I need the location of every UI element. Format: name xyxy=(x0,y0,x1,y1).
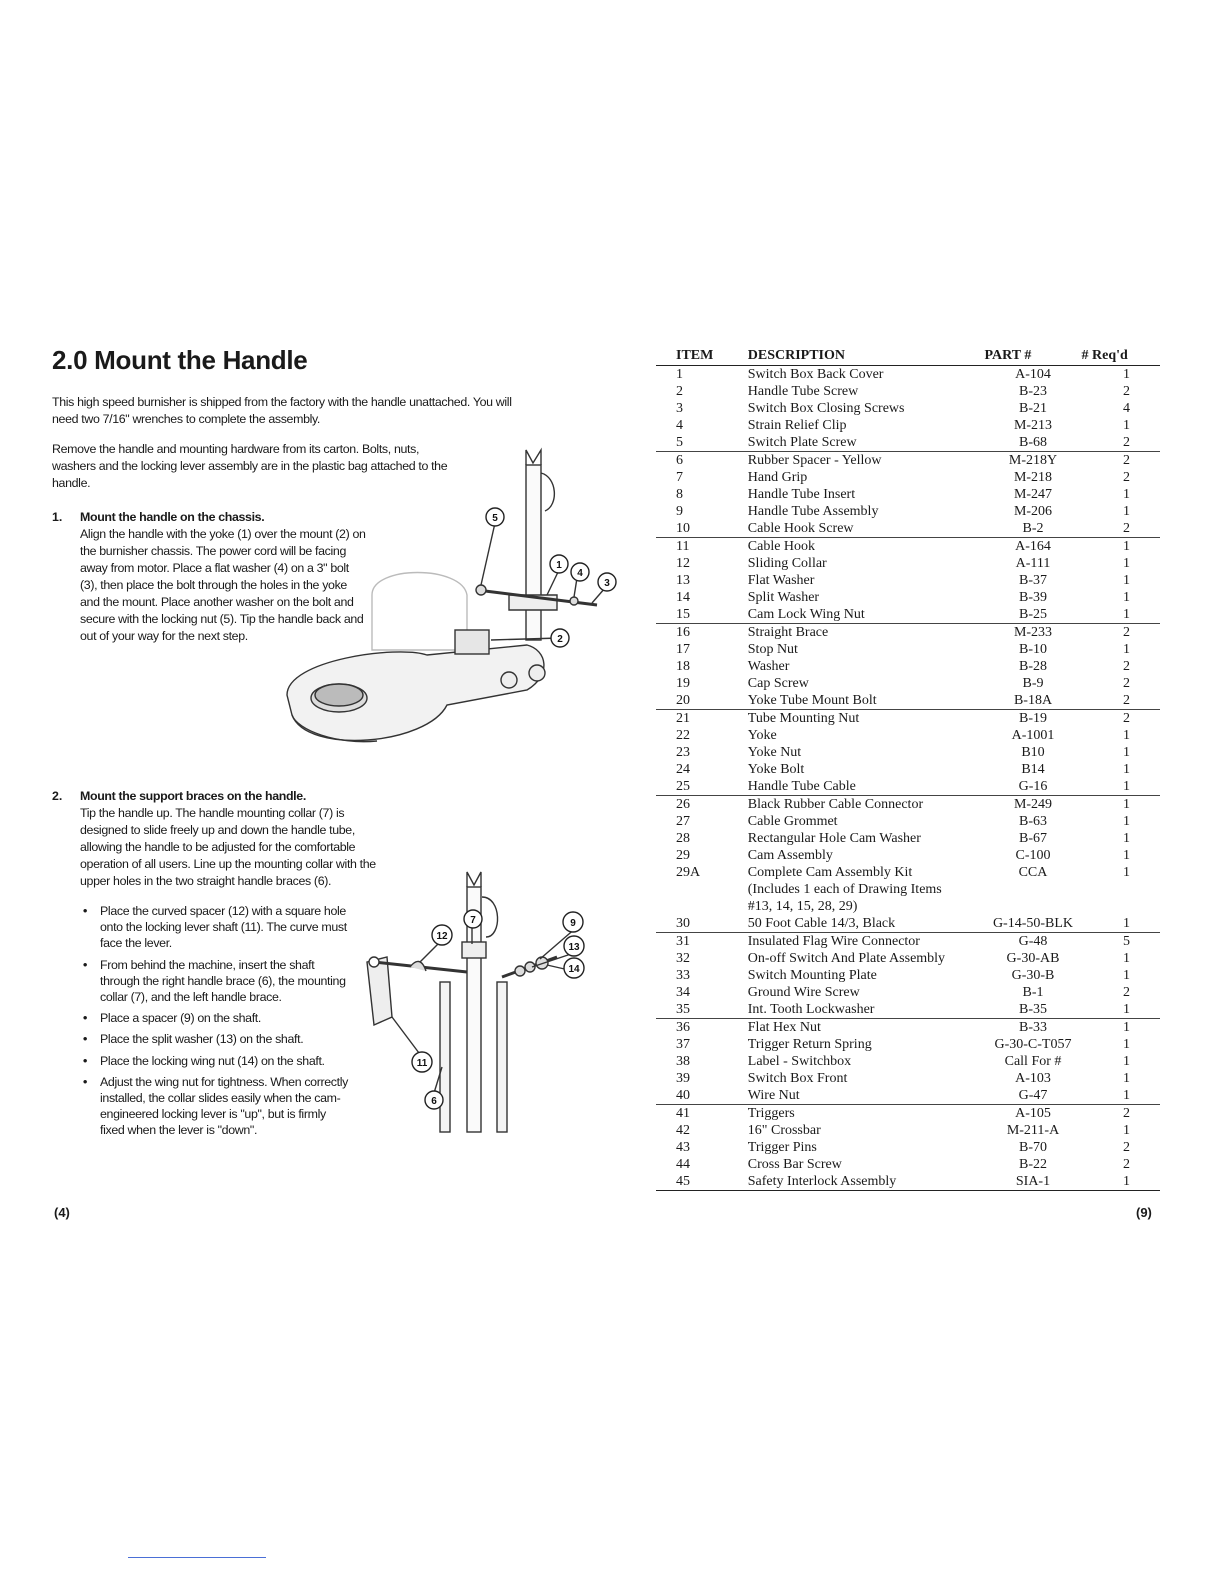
cell-item: 12 xyxy=(676,556,690,571)
cell-item: 32 xyxy=(676,951,690,966)
cell-item: 26 xyxy=(656,796,748,814)
cell-required: 2 xyxy=(1123,693,1130,708)
cell-item: 3 xyxy=(676,401,683,416)
cell-required: 2 xyxy=(1123,1140,1130,1155)
cell-item: 22 xyxy=(676,728,690,743)
cell-required: 1 xyxy=(1123,968,1130,983)
table-row xyxy=(656,727,1160,744)
cell-part-number: G-30-B xyxy=(1011,968,1055,983)
table-row xyxy=(656,1019,1160,1037)
table-row xyxy=(656,400,1160,417)
cell-part-number: G-30-C-T057 xyxy=(994,1037,1072,1052)
cell-part-number: M-249 xyxy=(985,796,1082,814)
cell-required: 2 xyxy=(1082,624,1161,642)
table-row xyxy=(656,1122,1160,1139)
cell-part-number: A-111 xyxy=(1015,556,1051,571)
cell-item: 40 xyxy=(676,1088,690,1103)
cell-required: 2 xyxy=(1082,452,1161,470)
cell-item: 14 xyxy=(676,590,690,605)
cell-required: 1 xyxy=(1123,1088,1130,1103)
cell-part-number: C-100 xyxy=(1015,848,1051,863)
table-row xyxy=(656,606,1160,624)
cell-description: Handle Tube Screw xyxy=(747,384,859,399)
table-row xyxy=(656,520,1160,538)
callout-13: 13 xyxy=(568,942,580,953)
cell-item: 10 xyxy=(676,521,690,536)
right-page-number: (9) xyxy=(1136,1205,1152,1220)
cell-part-number: B-63 xyxy=(1019,814,1047,829)
header-part-number: PART # xyxy=(985,348,1082,366)
cell-item: 25 xyxy=(676,779,690,794)
cell-description: Cam Lock Wing Nut xyxy=(747,607,865,622)
cell-required: 2 xyxy=(1123,435,1130,450)
cell-part-number: B-1 xyxy=(1022,985,1044,1000)
cell-description: Washer xyxy=(747,659,790,674)
table-row xyxy=(656,933,1160,951)
step-2-bullet-list xyxy=(80,903,352,1144)
cell-required: 1 xyxy=(1082,1019,1161,1037)
cell-item: 38 xyxy=(676,1054,690,1069)
table-row xyxy=(656,950,1160,967)
cell-item: 37 xyxy=(676,1037,690,1052)
cell-required: 1 xyxy=(1123,1037,1130,1052)
table-row xyxy=(656,813,1160,830)
cell-description: Int. Tooth Lockwasher xyxy=(747,1002,875,1017)
cell-required: 2 xyxy=(1123,470,1130,485)
table-row xyxy=(656,710,1160,728)
page-title: 2.0 Mount the Handle xyxy=(52,345,308,375)
cell-item: 7 xyxy=(676,470,683,485)
cell-item: 33 xyxy=(676,968,690,983)
table-row xyxy=(656,434,1160,452)
parts-list-table xyxy=(656,348,1160,1191)
table-row xyxy=(656,555,1160,572)
table-row xyxy=(656,761,1160,778)
cell-description: Wire Nut xyxy=(747,1088,800,1103)
support-braces-diagram xyxy=(352,867,580,1137)
cell-part-number: M-218 xyxy=(1013,470,1053,485)
cell-required: 5 xyxy=(1082,933,1161,951)
table-row xyxy=(656,452,1160,470)
callout-2: 2 xyxy=(557,634,563,645)
cell-part-number: B-18A xyxy=(1013,693,1053,708)
callout-14: 14 xyxy=(568,964,580,975)
table-row xyxy=(656,641,1160,658)
cell-item: 43 xyxy=(676,1140,690,1155)
cell-item: 45 xyxy=(656,1173,748,1191)
callout-12: 12 xyxy=(436,931,448,942)
table-row xyxy=(656,1070,1160,1087)
cell-required: 1 xyxy=(1123,504,1130,519)
cell-description: Black Rubber Cable Connector xyxy=(748,796,985,814)
cell-part-number: A-1001 xyxy=(1011,728,1055,743)
cell-item: 42 xyxy=(676,1123,690,1138)
handle-chassis-diagram xyxy=(277,445,610,780)
cell-description: Straight Brace xyxy=(748,624,985,642)
cell-part-number: B-23 xyxy=(1019,384,1047,399)
cell-description: Hand Grip xyxy=(747,470,808,485)
right-page xyxy=(656,348,1160,1220)
cell-part-number: M-233 xyxy=(985,624,1082,642)
bullet-item: • Adjust the wing nut for tightness. When correctly installed, the collar slides easily when the cam-engineered locking lever is "up", but is firmly fixed when the lever is "down". xyxy=(80,1074,352,1139)
cell-description: Complete Cam Assembly Kit (Includes 1 each of Drawing Items #13, 14, 15, 28, 29) xyxy=(747,865,942,914)
cell-required: 1 xyxy=(1082,1173,1161,1191)
cell-description: Flat Washer xyxy=(747,573,815,588)
cell-item: 6 xyxy=(656,452,748,470)
cell-required: 2 xyxy=(1123,521,1130,536)
cell-part-number: G-48 xyxy=(985,933,1082,951)
table-row xyxy=(656,915,1160,933)
cell-part-number: G-16 xyxy=(1018,779,1048,794)
cell-part-number: A-104 xyxy=(1015,367,1051,382)
callout-3: 3 xyxy=(604,578,610,589)
table-row xyxy=(656,469,1160,486)
cell-item: 27 xyxy=(676,814,690,829)
cell-part-number: G-14-50-BLK xyxy=(992,916,1074,931)
cell-part-number: B-70 xyxy=(1019,1140,1047,1155)
cell-required: 1 xyxy=(1123,1054,1130,1069)
table-row xyxy=(656,366,1160,384)
cell-part-number: B-21 xyxy=(1019,401,1047,416)
cell-required: 1 xyxy=(1123,779,1130,794)
cell-part-number: A-164 xyxy=(985,538,1082,556)
cell-description: Switch Plate Screw xyxy=(747,435,857,450)
cell-item: 34 xyxy=(676,985,690,1000)
cell-description: Cable Hook xyxy=(748,538,985,556)
cell-required: 1 xyxy=(1123,642,1130,657)
cell-description: Label - Switchbox xyxy=(747,1054,852,1069)
cell-required: 1 xyxy=(1123,814,1130,829)
cell-required: 2 xyxy=(1123,985,1130,1000)
cell-item: 31 xyxy=(656,933,748,951)
cell-item: 15 xyxy=(676,607,690,622)
cell-item: 28 xyxy=(676,831,690,846)
cell-part-number: B-19 xyxy=(985,710,1082,728)
cell-item: 35 xyxy=(676,1002,690,1017)
cell-required: 1 xyxy=(1123,556,1130,571)
step-1-body: Align the handle with the yoke (1) over the mount (2) on the burnisher chassis. The power cord will be facing away from motor. Place a flat washer (4) on a 3" bolt (3), then place the bolt through the holes in the yoke and the mount. Place another washer on the bolt and secure with the locking nut (5). Tip the handle back and out of your way for the next step. xyxy=(80,527,366,643)
cell-part-number: G-30-AB xyxy=(1006,951,1060,966)
cell-item: 29A xyxy=(676,865,701,880)
intro-paragraph-1: This high speed burnisher is shipped from the factory with the handle unattached. You will need two 7/16" wrenches to complete the assembly. xyxy=(52,395,512,426)
cell-part-number: B10 xyxy=(1021,745,1045,760)
cell-description: Yoke Bolt xyxy=(747,762,805,777)
footer-link-underline xyxy=(128,1557,266,1558)
cell-description: 50 Foot Cable 14/3, Black xyxy=(747,916,896,931)
cell-required: 4 xyxy=(1123,401,1130,416)
table-row xyxy=(656,796,1160,814)
table-row xyxy=(656,1001,1160,1019)
cell-item: 13 xyxy=(676,573,690,588)
cell-description: Cable Grommet xyxy=(747,814,838,829)
cell-part-number: A-105 xyxy=(985,1105,1082,1123)
cell-required: 1 xyxy=(1123,590,1130,605)
cell-required: 1 xyxy=(1123,367,1130,382)
table-row xyxy=(656,1173,1160,1191)
cell-part-number: A-103 xyxy=(1015,1071,1051,1086)
cell-description: On-off Switch And Plate Assembly xyxy=(747,951,946,966)
cell-required: 1 xyxy=(1123,951,1130,966)
table-row xyxy=(656,417,1160,434)
cell-part-number: B-28 xyxy=(1019,659,1047,674)
table-row xyxy=(656,967,1160,984)
callout-1: 1 xyxy=(556,560,562,571)
cell-part-number: M-206 xyxy=(1013,504,1053,519)
cell-description: Rectangular Hole Cam Washer xyxy=(747,831,921,846)
table-row xyxy=(656,675,1160,692)
step-2-number: 2. xyxy=(52,789,63,803)
callout-11: 11 xyxy=(416,1058,428,1069)
cell-item: 5 xyxy=(676,435,683,450)
cell-part-number: Call For # xyxy=(1004,1054,1062,1069)
table-row xyxy=(656,864,1160,915)
cell-required: 2 xyxy=(1123,676,1130,691)
cell-part-number: B-35 xyxy=(1019,1002,1047,1017)
bullet-item: • Place the locking wing nut (14) on the shaft. xyxy=(80,1053,352,1069)
table-header-row xyxy=(656,348,1160,366)
bullet-item: • From behind the machine, insert the shaft through the right handle brace (6), the mounting collar (7), and the left handle brace. xyxy=(80,957,352,1006)
table-row xyxy=(656,1053,1160,1070)
left-page-number: (4) xyxy=(54,1205,70,1220)
intro-paragraph-2: Remove the handle and mounting hardware from its carton. Bolts, nuts, washers and the locking lever assembly are in the plastic bag attached to the handle. xyxy=(52,442,448,490)
cell-description: Triggers xyxy=(748,1105,985,1123)
cell-item: 16 xyxy=(656,624,748,642)
table-row xyxy=(656,1036,1160,1053)
cell-description: Sliding Collar xyxy=(747,556,827,571)
cell-required: 1 xyxy=(1123,916,1130,931)
cell-part-number: B14 xyxy=(1021,762,1045,777)
cell-required: 1 xyxy=(1123,745,1130,760)
table-row xyxy=(656,538,1160,556)
cell-required: 1 xyxy=(1123,1002,1130,1017)
cell-part-number: M-247 xyxy=(1013,487,1053,502)
cell-item: 44 xyxy=(676,1157,690,1172)
bullet-item: • Place the split washer (13) on the shaft. xyxy=(80,1031,352,1047)
cell-required: 1 xyxy=(1082,796,1161,814)
cell-item: 4 xyxy=(676,418,683,433)
cell-description: Rubber Spacer - Yellow xyxy=(748,452,985,470)
cell-description: Yoke Nut xyxy=(747,745,802,760)
table-row xyxy=(656,503,1160,520)
cell-part-number: B-2 xyxy=(1022,521,1044,536)
table-row xyxy=(656,383,1160,400)
table-row xyxy=(656,589,1160,606)
callout-4: 4 xyxy=(577,568,583,579)
cell-required: 2 xyxy=(1123,384,1130,399)
cell-part-number: B-9 xyxy=(1022,676,1044,691)
cell-item: 20 xyxy=(676,693,690,708)
cell-part-number: B-25 xyxy=(1019,607,1047,622)
callout-5: 5 xyxy=(492,513,498,524)
cell-required: 1 xyxy=(1123,762,1130,777)
table-row xyxy=(656,624,1160,642)
cell-part-number: M-211-A xyxy=(1006,1123,1060,1138)
cell-description: Yoke Tube Mount Bolt xyxy=(747,693,877,708)
cell-description: Switch Box Front xyxy=(747,1071,848,1086)
bullet-item: • Place a spacer (9) on the shaft. xyxy=(80,1010,352,1026)
cell-required: 2 xyxy=(1123,659,1130,674)
cell-required: 1 xyxy=(1123,865,1130,880)
cell-item: 11 xyxy=(656,538,748,556)
cell-description: Safety Interlock Assembly xyxy=(748,1173,985,1191)
cell-part-number: M-218Y xyxy=(985,452,1082,470)
cell-required: 1 xyxy=(1123,487,1130,502)
table-row xyxy=(656,847,1160,864)
cell-description: Switch Box Back Cover xyxy=(747,367,884,382)
cell-item: 1 xyxy=(676,367,683,382)
cell-part-number: M-213 xyxy=(1013,418,1053,433)
cell-description: 16" Crossbar xyxy=(747,1123,821,1138)
cell-item: 29 xyxy=(676,848,690,863)
step-1-heading: Mount the handle on the chassis. xyxy=(80,510,265,524)
cell-required: 2 xyxy=(1082,710,1161,728)
table-row xyxy=(656,572,1160,589)
callout-6: 6 xyxy=(431,1096,437,1107)
cell-description: Handle Tube Insert xyxy=(747,487,856,502)
cell-description: Cable Hook Screw xyxy=(747,521,854,536)
cell-description: Cross Bar Screw xyxy=(747,1157,842,1172)
cell-part-number: B-68 xyxy=(1019,435,1047,450)
cell-description: Yoke xyxy=(747,728,777,743)
cell-description: Cap Screw xyxy=(747,676,809,691)
step-2-heading: Mount the support braces on the handle. xyxy=(80,789,306,803)
cell-description: Cam Assembly xyxy=(747,848,833,863)
step-1-number: 1. xyxy=(52,510,63,524)
cell-part-number: B-67 xyxy=(1019,831,1047,846)
table-row xyxy=(656,1105,1160,1123)
cell-item: 18 xyxy=(676,659,690,674)
cell-description: Flat Hex Nut xyxy=(748,1019,985,1037)
cell-part-number: SIA-1 xyxy=(985,1173,1082,1191)
left-page xyxy=(52,345,612,1245)
table-row xyxy=(656,692,1160,710)
cell-item: 30 xyxy=(676,916,690,931)
cell-required: 1 xyxy=(1123,848,1130,863)
cell-required: 2 xyxy=(1082,1105,1161,1123)
table-row xyxy=(656,658,1160,675)
cell-item: 39 xyxy=(676,1071,690,1086)
cell-description: Ground Wire Screw xyxy=(747,985,860,1000)
table-row xyxy=(656,984,1160,1001)
cell-item: 8 xyxy=(676,487,683,502)
cell-description: Trigger Return Spring xyxy=(747,1037,872,1052)
table-row xyxy=(656,486,1160,503)
step-2-body: Tip the handle up. The handle mounting collar (7) is designed to slide freely up and down the handle tube, allowing the handle to be adjusted for the comfortable operation of all users. Line up the mounting collar with the upper holes in the two straight handle braces (6). xyxy=(80,806,376,888)
cell-description: Tube Mounting Nut xyxy=(748,710,985,728)
cell-item: 41 xyxy=(656,1105,748,1123)
header-item: ITEM xyxy=(656,348,748,366)
cell-item: 21 xyxy=(656,710,748,728)
cell-description: Strain Relief Clip xyxy=(747,418,847,433)
cell-description: Split Washer xyxy=(747,590,820,605)
cell-required: 1 xyxy=(1123,728,1130,743)
cell-description: Switch Mounting Plate xyxy=(747,968,877,983)
table-row xyxy=(656,1156,1160,1173)
cell-description: Stop Nut xyxy=(747,642,798,657)
cell-required: 1 xyxy=(1123,1123,1130,1138)
cell-required: 1 xyxy=(1123,1071,1130,1086)
bullet-item: • Place the curved spacer (12) with a square hole onto the locking lever shaft (11). The curve must face the lever. xyxy=(80,903,352,952)
table-row xyxy=(656,1139,1160,1156)
cell-required: 1 xyxy=(1082,538,1161,556)
callout-7: 7 xyxy=(470,915,476,926)
cell-description: Trigger Pins xyxy=(747,1140,817,1155)
table-row xyxy=(656,830,1160,847)
cell-description: Handle Tube Cable xyxy=(747,779,856,794)
cell-part-number: B-10 xyxy=(1019,642,1047,657)
header-required: # Req'd xyxy=(1082,348,1161,366)
cell-item: 24 xyxy=(676,762,690,777)
table-row xyxy=(656,744,1160,761)
cell-required: 1 xyxy=(1123,831,1130,846)
cell-description: Switch Box Closing Screws xyxy=(747,401,905,416)
cell-description: Handle Tube Assembly xyxy=(747,504,879,519)
cell-part-number: B-37 xyxy=(1019,573,1047,588)
cell-item: 2 xyxy=(676,384,683,399)
cell-description: Insulated Flag Wire Connector xyxy=(748,933,985,951)
table-row xyxy=(656,1087,1160,1105)
table-row xyxy=(656,778,1160,796)
cell-item: 19 xyxy=(676,676,690,691)
cell-part-number: G-47 xyxy=(1018,1088,1048,1103)
cell-item: 23 xyxy=(676,745,690,760)
cell-item: 36 xyxy=(656,1019,748,1037)
cell-required: 1 xyxy=(1123,573,1130,588)
parts-table-body xyxy=(656,366,1160,1191)
cell-required: 2 xyxy=(1123,1157,1130,1172)
callout-9: 9 xyxy=(570,918,576,929)
cell-required: 1 xyxy=(1123,607,1130,622)
cell-item: 17 xyxy=(676,642,690,657)
cell-item: 9 xyxy=(676,504,683,519)
header-description: DESCRIPTION xyxy=(748,348,985,366)
cell-required: 1 xyxy=(1123,418,1130,433)
cell-part-number: B-33 xyxy=(985,1019,1082,1037)
cell-part-number: CCA xyxy=(1018,865,1048,880)
cell-part-number: B-22 xyxy=(1019,1157,1047,1172)
cell-part-number: B-39 xyxy=(1019,590,1047,605)
